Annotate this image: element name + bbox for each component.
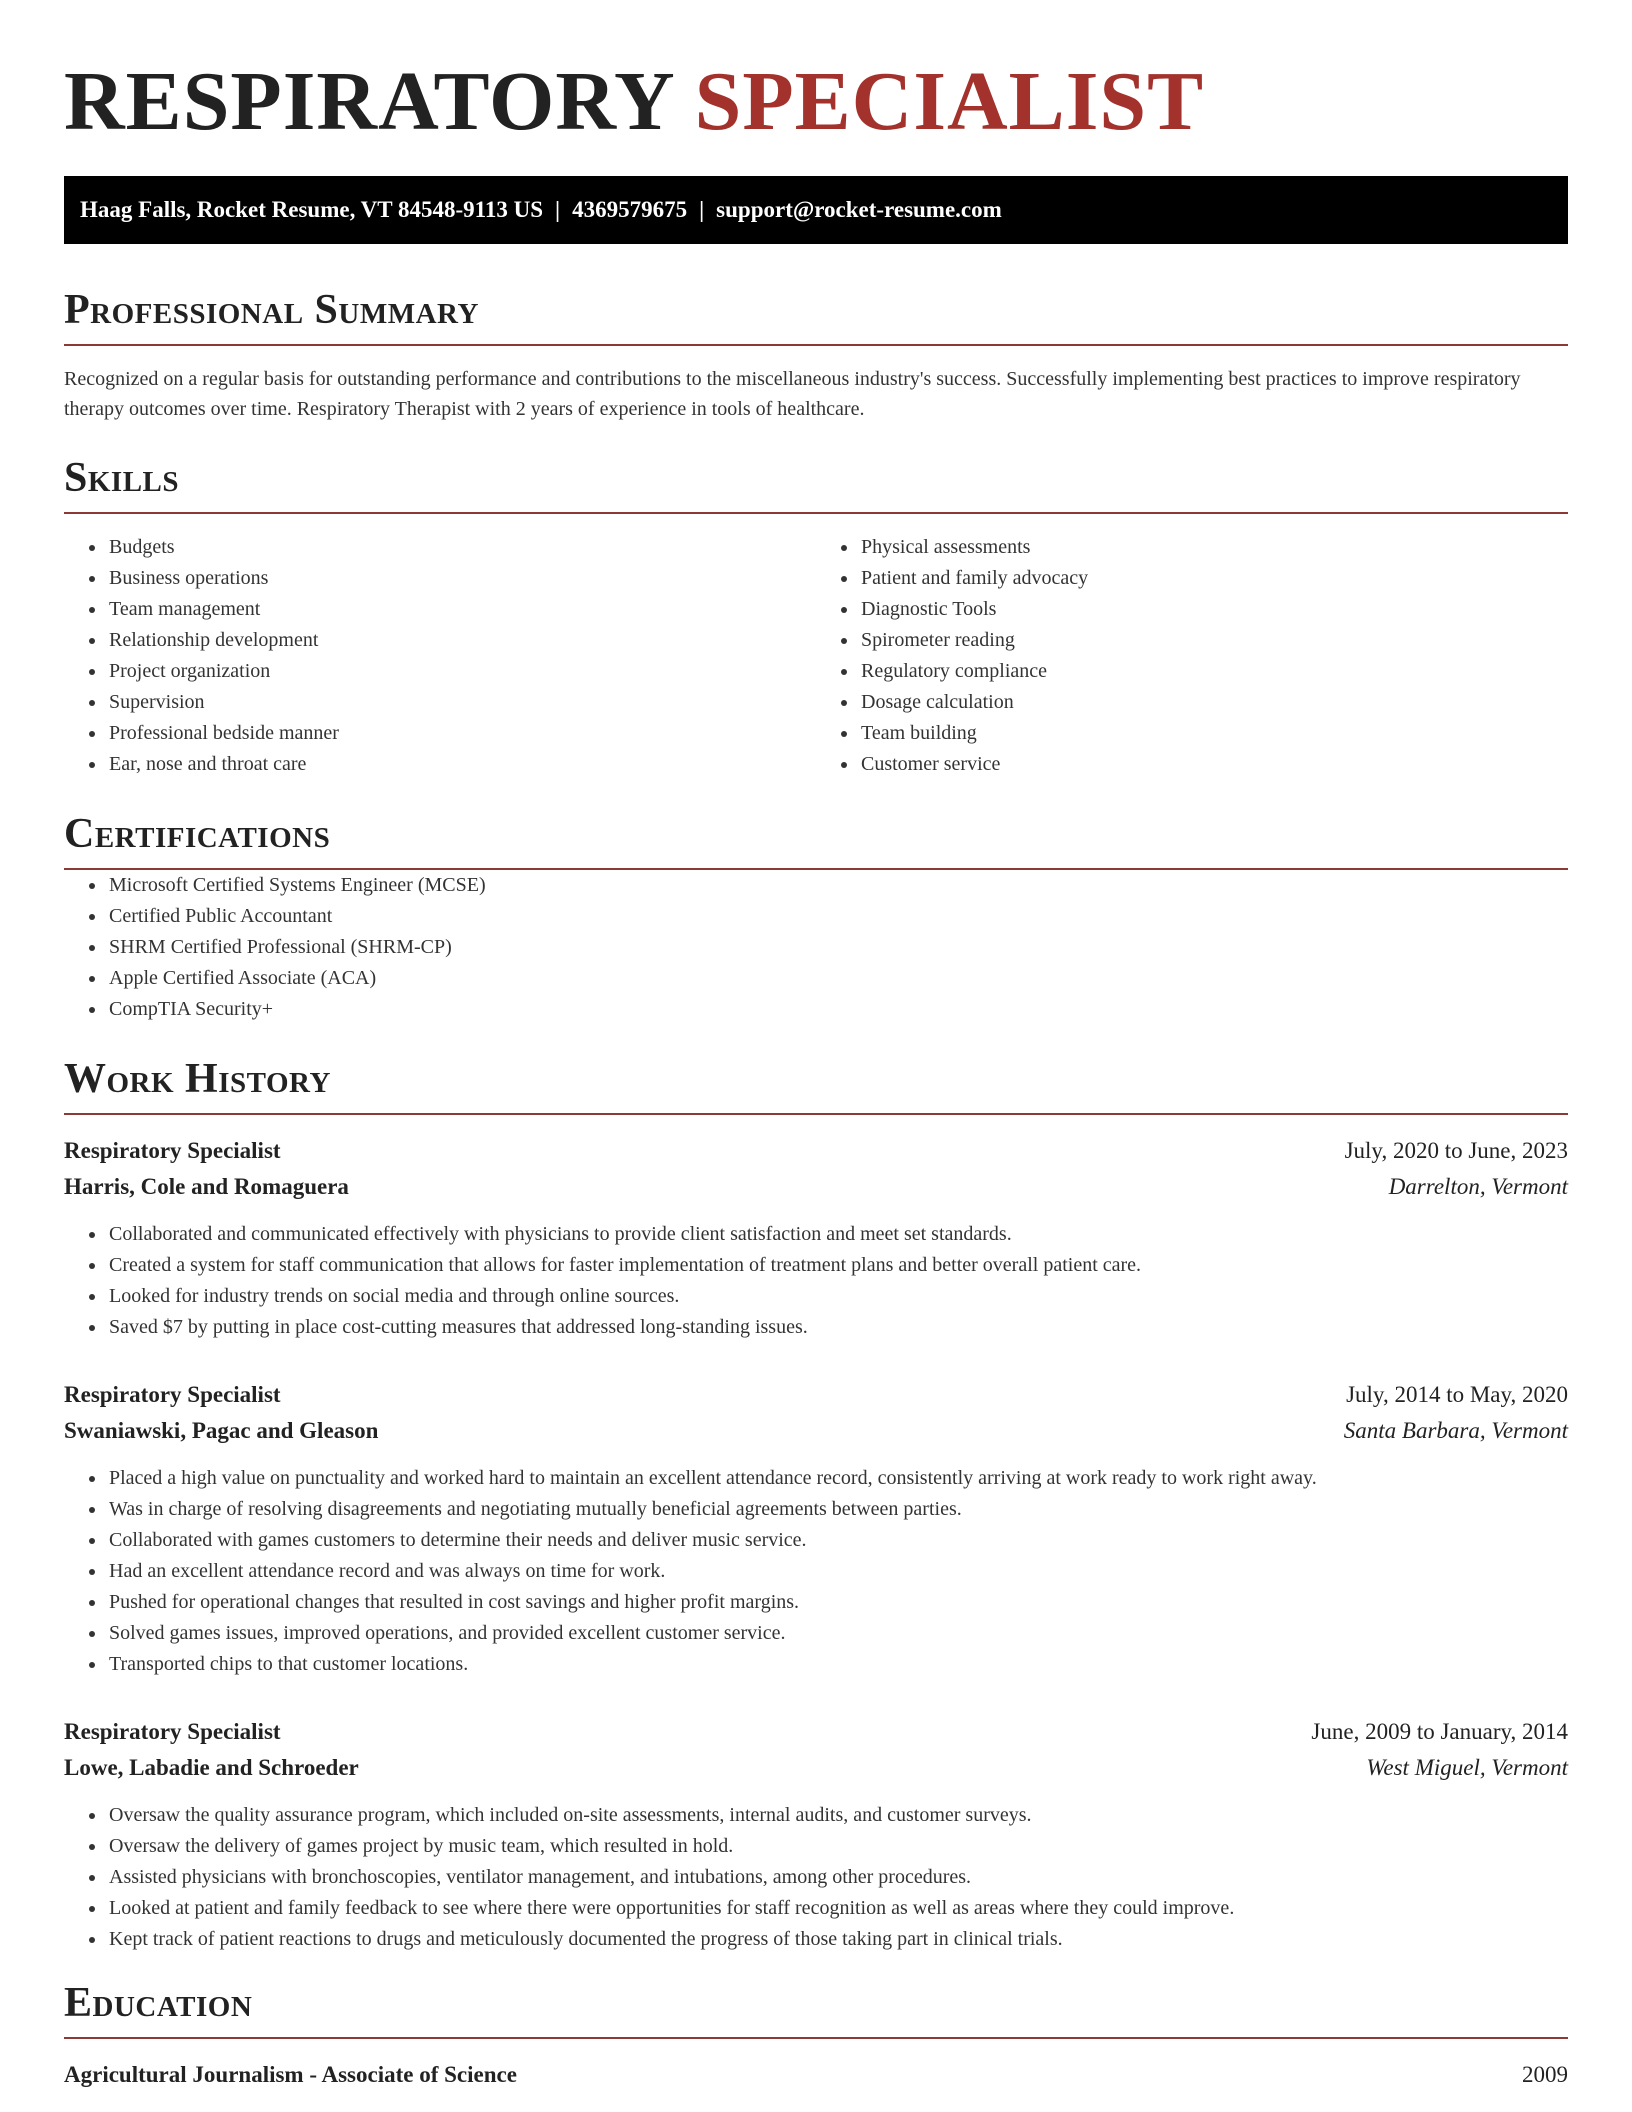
skill-item: • Budgets [107,532,816,563]
job-bullet: • Collaborated with games customers to determine their needs and deliver music service. [107,1525,1568,1556]
job-bullet: • Looked for industry trends on social media and through online sources. [107,1281,1568,1312]
job-company: Harris, Cole and Romaguera [64,1174,349,1199]
education-degree: Agricultural Journalism - Associate of Science [64,2062,517,2087]
job-title: Respiratory Specialist [64,1138,281,1163]
skill-item: • Dosage calculation [859,687,1568,718]
work-history-heading: Work History [64,1051,1568,1115]
job-bullet: • Placed a high value on punctuality and worked hard to maintain an excellent attendance record, consistently arriving at work ready to work right away. [107,1463,1568,1494]
contact-email: support@rocket-resume.com [716,197,1002,222]
job-location: West Miguel, Vermont [1366,1755,1568,1780]
skill-item: • Relationship development [107,625,816,656]
skills-list-left [64,532,816,780]
skill-item: • Business operations [107,563,816,594]
skill-item: • Regulatory compliance [859,656,1568,687]
job-bullet: • Created a system for staff communication that allows for faster implementation of treatment plans and better overall patient care. [107,1250,1568,1281]
job-bullet: • Was in charge of resolving disagreements and negotiating mutually beneficial agreements between parties. [107,1494,1568,1525]
skill-item: • Team building [859,718,1568,749]
job-location: Santa Barbara, Vermont [1343,1418,1568,1443]
job-bullet: • Saved $7 by putting in place cost-cutting measures that addressed long-standing issues. [107,1312,1568,1343]
job-bullet: • Collaborated and communicated effectively with physicians to provide client satisfaction and meet set standards. [107,1219,1568,1250]
certification-item: • Certified Public Accountant [107,901,1568,932]
skill-item: • Team management [107,594,816,625]
job-dates: June, 2009 to January, 2014 [1311,1719,1568,1744]
contact-separator: | [699,197,705,222]
job-location: Darrelton, Vermont [1388,1174,1568,1199]
job-entry [64,1377,1568,1680]
certifications-list [64,870,1568,1025]
job-dates: July, 2020 to June, 2023 [1344,1138,1568,1163]
job-header-row [64,1714,1568,1750]
job-bullets [64,1800,1568,1955]
job-bullet: • Transported chips to that customer locations. [107,1649,1568,1680]
job-header-row [64,1133,1568,1169]
job-bullets [64,1463,1568,1680]
title-accent: SPECIALIST [694,55,1205,148]
certification-item: • SHRM Certified Professional (SHRM-CP) [107,932,1568,963]
summary-heading: Professional Summary [64,282,1568,346]
job-bullet: • Assisted physicians with bronchoscopies, ventilator management, and intubations, among other procedures. [107,1862,1568,1893]
skill-item: • Professional bedside manner [107,718,816,749]
page-title [64,0,1568,152]
certification-item: • Microsoft Certified Systems Engineer (MCSE) [107,870,1568,901]
certifications-heading: Certifications [64,806,1568,870]
job-bullet: • Had an excellent attendance record and was always on time for work. [107,1556,1568,1587]
contact-bar [64,176,1568,244]
skill-item: • Customer service [859,749,1568,780]
skill-item: • Spirometer reading [859,625,1568,656]
job-bullet: • Looked at patient and family feedback to see where there were opportunities for staff recognition as well as areas where they could improve. [107,1893,1568,1924]
certification-item: • CompTIA Security+ [107,994,1568,1025]
contact-separator: | [555,197,561,222]
job-bullet: • Oversaw the quality assurance program, which included on-site assessments, internal audits, and customer surveys. [107,1800,1568,1831]
skills-heading: Skills [64,450,1568,514]
contact-phone: 4369579675 [572,197,688,222]
job-bullet: • Solved games issues, improved operations, and provided excellent customer service. [107,1618,1568,1649]
job-company-row [64,1750,1568,1786]
job-company-row [64,1169,1568,1205]
resume-page [64,0,1568,2093]
job-header-row [64,1377,1568,1413]
title-primary: RESPIRATORY [64,55,673,148]
contact-address: Haag Falls, Rocket Resume, VT 84548-9113 US [80,197,543,222]
skill-item: • Diagnostic Tools [859,594,1568,625]
job-title: Respiratory Specialist [64,1382,281,1407]
job-bullet: • Pushed for operational changes that resulted in cost savings and higher profit margins. [107,1587,1568,1618]
skill-item: • Supervision [107,687,816,718]
job-entry [64,1133,1568,1343]
skill-item: • Physical assessments [859,532,1568,563]
skill-item: • Project organization [107,656,816,687]
summary-text: Recognized on a regular basis for outstanding performance and contributions to the miscellaneous industry's success. Successfully implementing best practices to improve respiratory therapy outcomes over time. Respiratory Therapist with 2 years of experience in tools of healthcare. [64,368,1521,420]
job-bullet: • Kept track of patient reactions to drugs and meticulously documented the progress of those taking part in clinical trials. [107,1924,1568,1955]
education-entry [64,2057,1568,2093]
certification-item: • Apple Certified Associate (ACA) [107,963,1568,994]
job-bullets [64,1219,1568,1343]
skills-list-right [816,532,1568,780]
job-bullet: • Oversaw the delivery of games project by music team, which resulted in hold. [107,1831,1568,1862]
job-title: Respiratory Specialist [64,1719,281,1744]
education-year: 2009 [1522,2062,1568,2087]
job-company: Swaniawski, Pagac and Gleason [64,1418,379,1443]
skills-grid [64,532,1568,780]
job-dates: July, 2014 to May, 2020 [1346,1382,1568,1407]
job-company-row [64,1413,1568,1449]
job-entry [64,1714,1568,1955]
education-heading: Education [64,1975,1568,2039]
skill-item: • Patient and family advocacy [859,563,1568,594]
skill-item: • Ear, nose and throat care [107,749,816,780]
job-company: Lowe, Labadie and Schroeder [64,1755,359,1780]
